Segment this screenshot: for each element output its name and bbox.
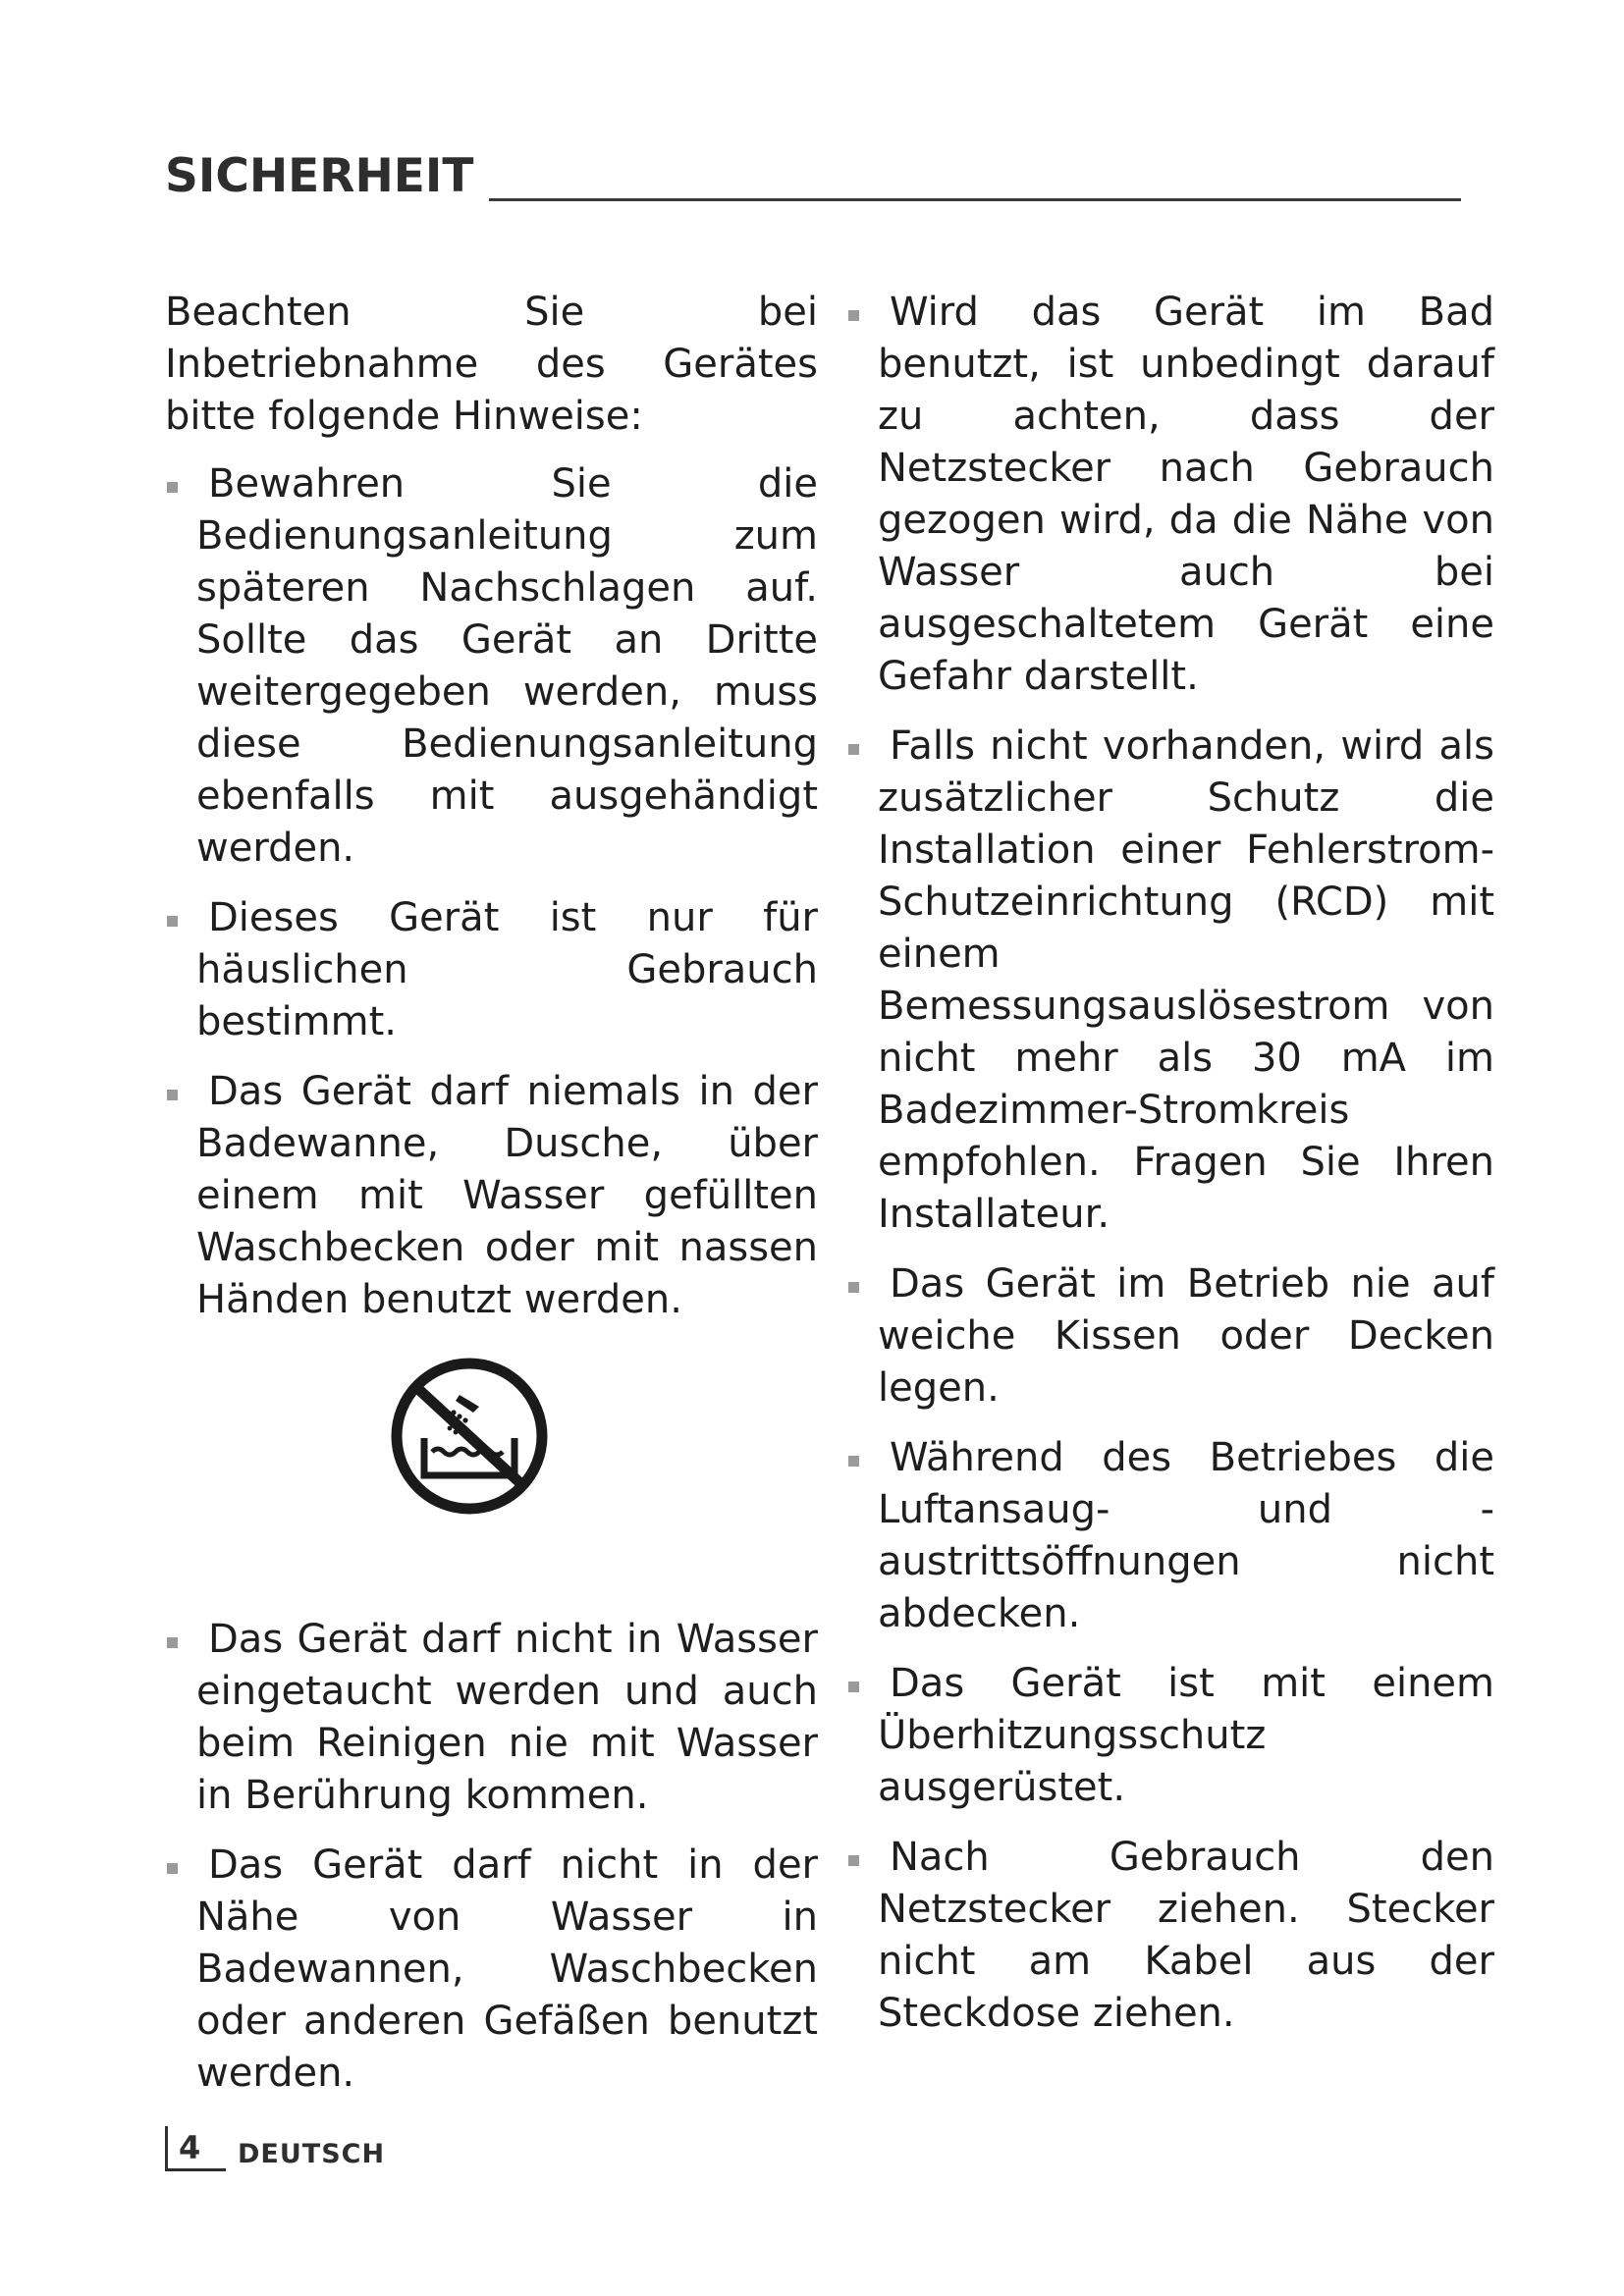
warning-pictogram [165,1356,818,1588]
page-number: 4 [179,2129,201,2166]
bullet-icon [848,1456,859,1467]
page-header [165,147,1461,206]
list-item [165,1614,818,1822]
footer-underline [165,2168,226,2171]
no-use-in-bath-icon [389,1356,550,1517]
section-title: SICHERHEIT [165,149,474,203]
list-item-text: Das Gerät darf nicht in der Nähe von Wasser in Badewannen, Waschbecken oder anderen Gefäßen benutzt werden. [196,1842,818,2096]
list-item [846,1258,1494,1415]
list-item-text: Während des Betriebes die Luftansaug- und -austrittsöffnungen nicht abdecken. [878,1435,1494,1636]
list-item-text: Falls nicht vorhanden, wird als zusätzlicher Schutz die Installation einer Fehlerstrom-Schutzeinrichtung (RCD) mit einem Bemessungsauslösestrom von nicht mehr als 30 mA im Badezimmer-Stromkreis empfohlen. Fragen Sie Ihren Installateur. [878,723,1494,1237]
list-item-text: Das Gerät im Betrieb nie auf weiche Kissen oder Decken legen. [878,1261,1494,1411]
list-item-text: Das Gerät ist mit einem Überhitzungsschutz ausgerüstet. [878,1661,1494,1810]
bullet-icon [167,1637,178,1648]
intro-text: Beachten Sie bei Inbetriebnahme des Gerätes bitte folgende Hinweise: [165,290,818,439]
footer-bracket [165,2126,168,2171]
list-item [846,1432,1494,1640]
list-item [165,892,818,1048]
list-item-text: Wird das Gerät im Bad benutzt, ist unbedingt darauf zu achten, dass der Netzstecker nach Gebrauch gezogen wird, da die Nähe von Wasser auch bei ausgeschaltetem Gerät eine Gefahr darstellt. [878,290,1494,699]
list-item [165,458,818,875]
page-footer [165,2126,420,2171]
list-item [846,1658,1494,1814]
bullet-icon [848,744,859,755]
bullet-icon [848,1855,859,1866]
list-item [846,721,1494,1241]
bullet-icon [167,482,178,493]
list-item [165,1066,818,1326]
bullet-icon [167,1090,178,1100]
bullet-icon [848,1682,859,1692]
left-column [165,287,818,2117]
list-item-text: Nach Gebrauch den Netzstecker ziehen. Stecker nicht am Kabel aus der Steckdose ziehen. [878,1835,1494,2036]
language-label: DEUTSCH [238,2139,386,2169]
list-item-text: Bewahren Sie die Bedienungsanleitung zum späteren Nachschlagen auf. Sollte das Gerät an Dritte weitergegeben werden, muss diese Bedienungsanleitung ebenfalls mit ausgehändigt werden. [196,461,818,871]
right-column [846,287,1494,2057]
list-item [846,287,1494,703]
list-item [165,1840,818,2100]
header-rule [489,198,1461,201]
bullet-icon [848,310,859,321]
bullet-icon [167,916,178,927]
bullet-icon [167,1863,178,1874]
list-item-text: Das Gerät darf niemals in der Badewanne, Dusche, über einem mit Wasser gefüllten Waschbecken oder mit nassen Händen benutzt werden. [196,1069,818,1322]
list-item-text: Dieses Gerät ist nur für häuslichen Gebrauch bestimmt. [196,895,818,1044]
bullet-icon [848,1282,859,1293]
list-item [846,1832,1494,2040]
list-item-text: Das Gerät darf nicht in Wasser eingetaucht werden und auch beim Reinigen nie mit Wasser in Berührung kommen. [196,1617,818,1818]
